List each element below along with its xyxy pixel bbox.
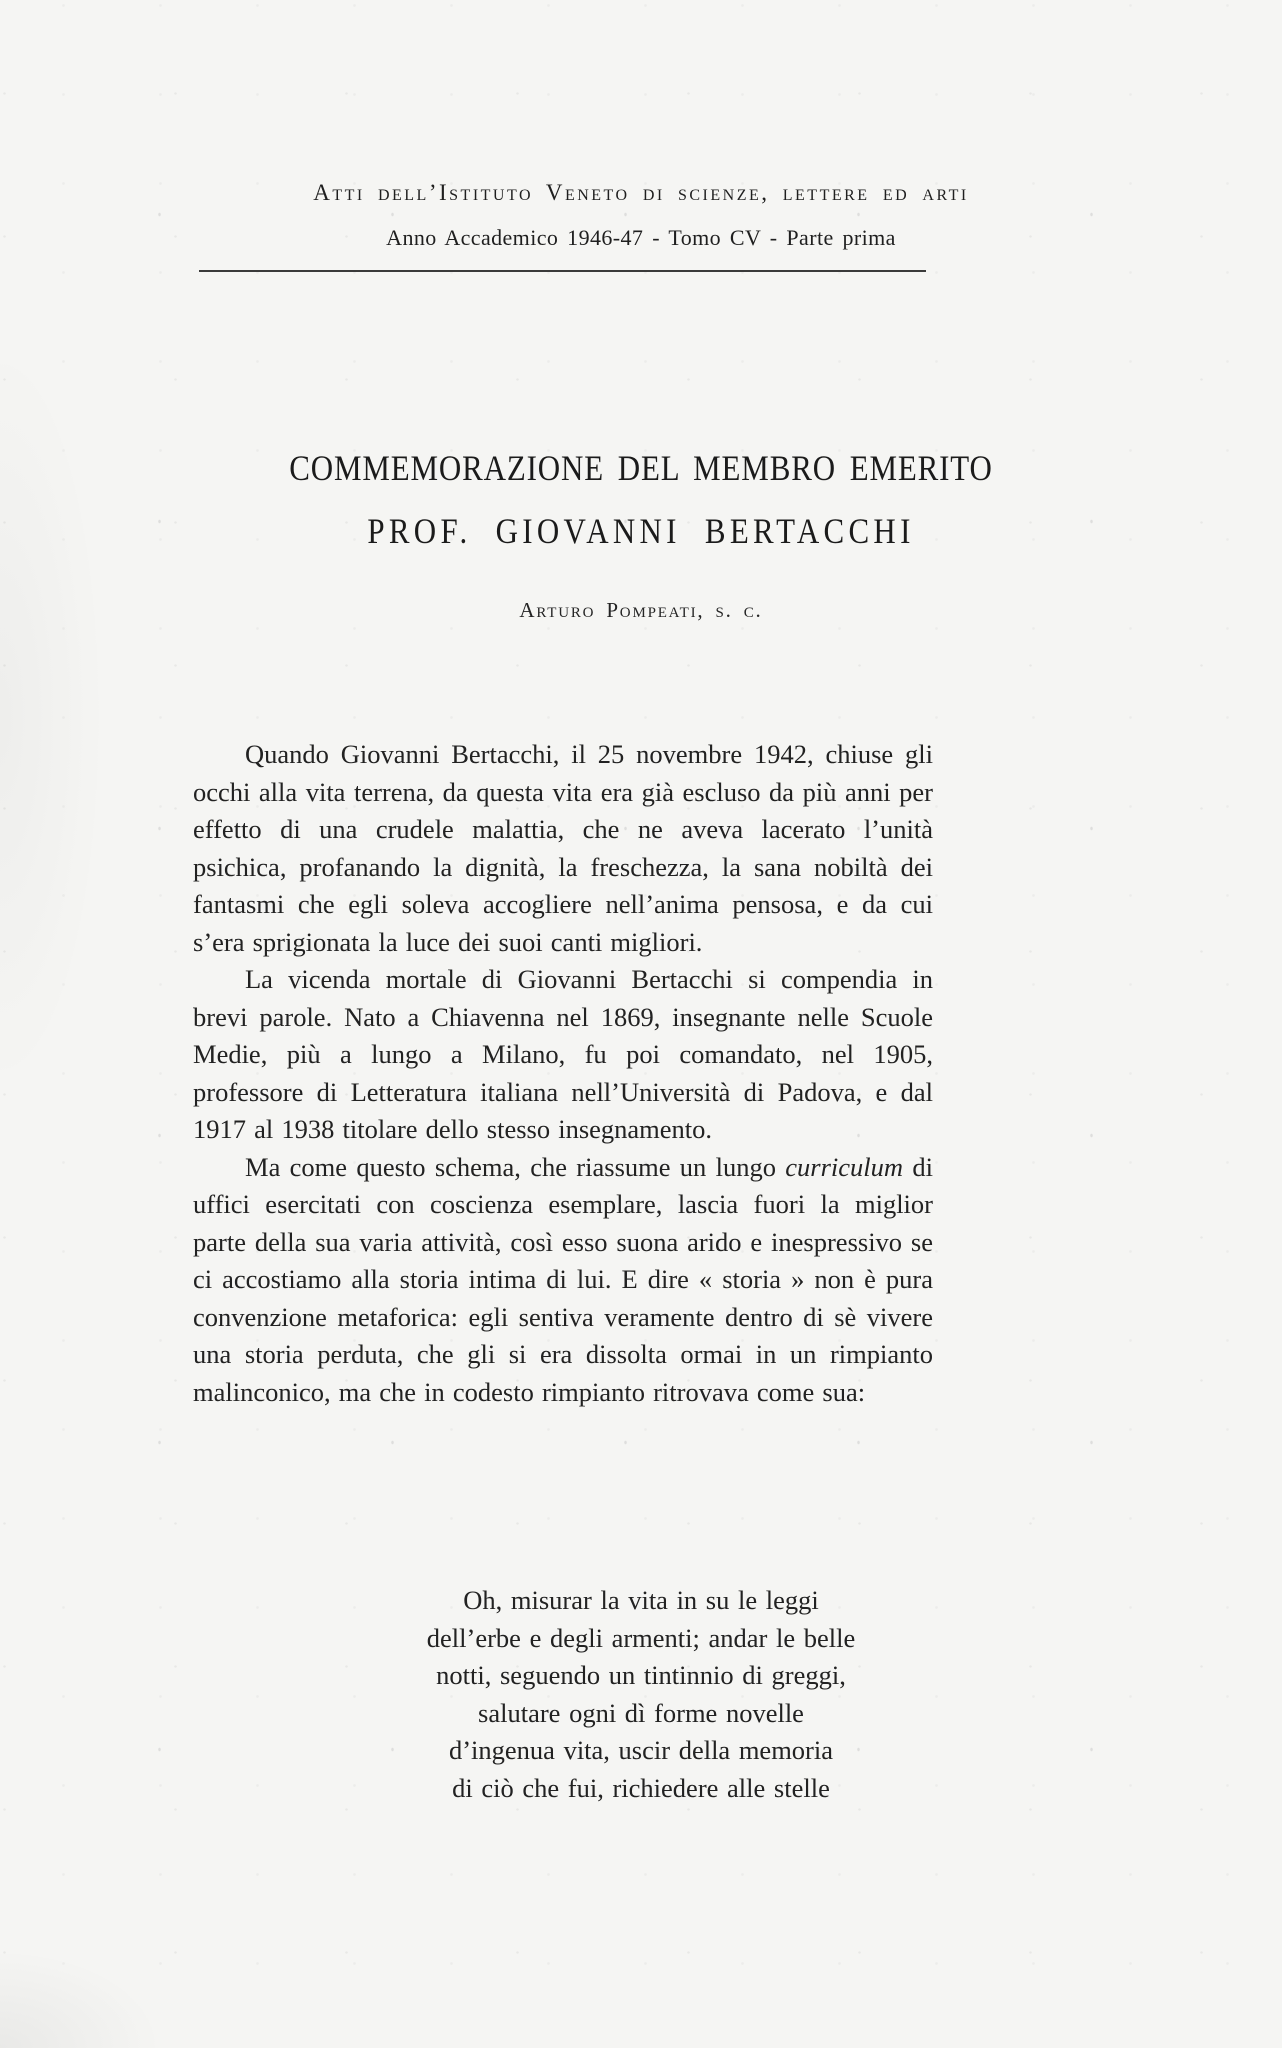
author-line: Arturo Pompeati, s. c. — [519, 598, 763, 622]
journal-title: Atti dell’Istituto Veneto di scienze, lettere ed arti — [313, 180, 969, 205]
body-paragraphs — [193, 736, 933, 1411]
page-header — [0, 180, 1282, 251]
poem-line: Oh, misurar la vita in su le leggi — [463, 1585, 819, 1615]
poem-line: di ciò che fui, richiedere alle stelle — [452, 1772, 830, 1803]
title-line-2: PROF. GIOVANNI BERTACCHI — [367, 511, 915, 551]
poem — [0, 1582, 1282, 1807]
article-title — [0, 448, 1282, 551]
paragraph: La vicenda mortale di Giovanni Bertacchi si compendia in brevi parole. Nato a Chiavenna nel 1869, insegnante nelle Scuole Medie, più a lungo a Milano, fu poi comandato, nel 1905, professore di Letteratura italiana nell’Università di Padova, e dal 1917 al 1938 titolare dello stesso insegnamento. — [193, 964, 933, 1144]
poem-line: d’ingenua vita, uscir della memoria — [448, 1735, 834, 1765]
paragraph: Ma come questo schema, che riassume un lungo curriculum di uffici esercitati con coscienza esemplare, lascia fuori la miglior parte della sua varia attività, così esso suona arido e inespressivo se ci accostiamo alla storia intima di lui. E dire « storia » non è pura convenzione metaforica: egli sentiva veramente dentro di sè vivere una storia perduta, che gli si era dissolta ormai in un rimpianto malinconico, ma che in codesto rimpianto ritrovava come sua: — [193, 1151, 933, 1407]
poem-line: salutare ogni dì forme novelle — [478, 1697, 804, 1728]
poem-line: dell’erbe e degli armenti; andar le belle — [426, 1622, 856, 1653]
paragraph: Quando Giovanni Bertacchi, il 25 novembre 1942, chiuse gli occhi alla vita terrena, da questa vita era già escluso da più anni per effetto di una crudele malattia, che ne aveva lacerato l’unità psichica, profanando la dignità, la freschezza, la sana nobiltà dei fantasmi che egli soleva accogliere nell’anima pensosa, e da cui s’era sprigionata la luce dei suoi canti migliori. — [193, 739, 933, 957]
title-line-1: COMMEMORAZIONE DEL MEMBRO EMERITO — [289, 448, 993, 488]
header-rule — [199, 270, 926, 272]
volume-line: Anno Accademico 1946-47 - Tomo CV - Parte prima — [386, 225, 896, 250]
poem-line: notti, seguendo un tintinnio di greggi, — [436, 1660, 846, 1690]
